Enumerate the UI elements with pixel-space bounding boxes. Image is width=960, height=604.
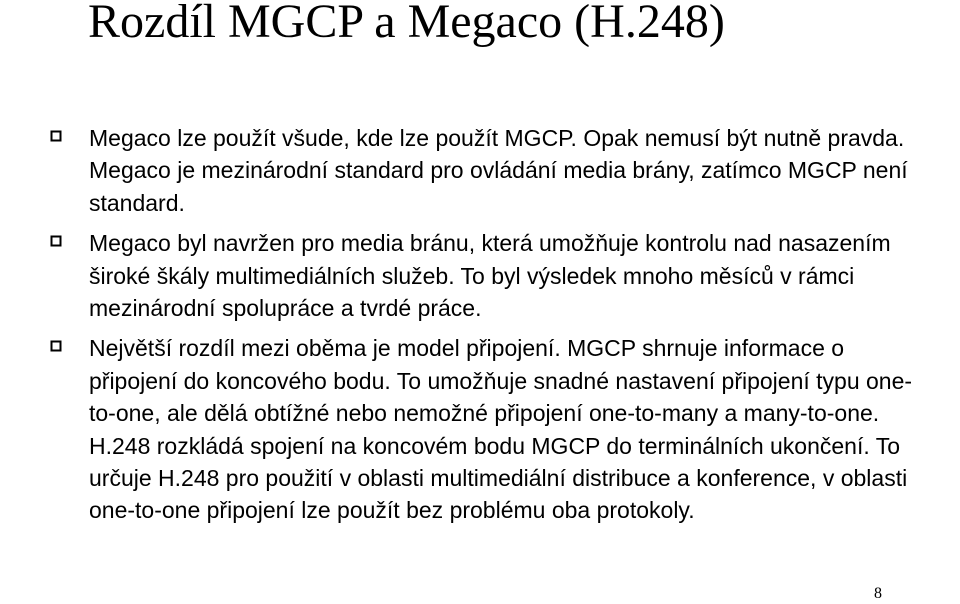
bullet-item (0, 227, 960, 324)
bullet-text: Největší rozdíl mezi oběma je model připojení. MGCP shrnuje informace o připojení do koncového bodu. To umožňuje snadné nastavení připojení typu one-to-one, ale dělá obtížné nebo nemožné připojení one-to-many a many-to-one. H.248 rozkládá spojení na koncovém bodu MGCP do terminálních ukončení. To určuje H.248 pro použití v oblasti multimediální distribuce a konference, v oblasti one-to-one připojení lze použít bez problému oba protokoly. (89, 335, 913, 524)
square-bullet-icon (50, 130, 62, 142)
square-bullet-icon (50, 235, 62, 247)
bullet-list (0, 122, 960, 527)
page-number: 8 (874, 585, 882, 602)
bullet-item (0, 332, 960, 526)
bullet-text: Megaco lze použít všude, kde lze použít MGCP. Opak nemusí být nutně pravda. Megaco je mezinárodní standard pro ovládání media brány, zatímco MGCP není standard. (89, 125, 908, 216)
square-bullet-icon (50, 340, 62, 352)
bullet-item (0, 122, 960, 219)
slide-title: Rozdíl MGCP a Megaco (H.248) (88, 0, 725, 48)
bullet-text: Megaco byl navržen pro media bránu, která umožňuje kontrolu nad nasazením široké škály multimediálních služeb. To byl výsledek mnoho měsíců v rámci mezinárodní spolupráce a tvrdé práce. (89, 230, 891, 322)
